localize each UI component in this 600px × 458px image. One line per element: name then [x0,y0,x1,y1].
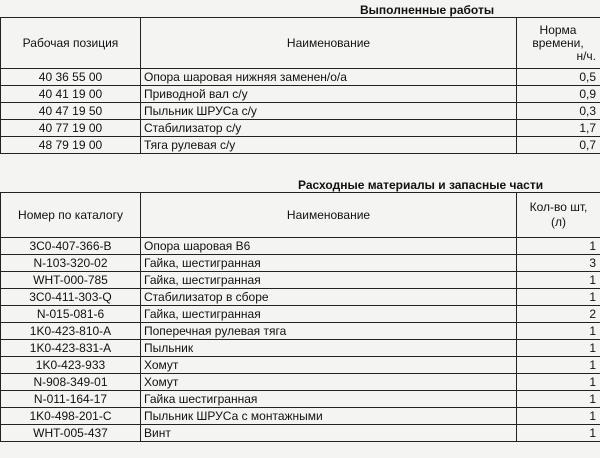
cell-name: Пыльник ШРУСа с/у [141,103,517,120]
cell-code: 3C0-411-303-Q [1,289,141,306]
cell-name: Опора шаровая В6 [141,238,517,255]
cell-name: Хомут [141,357,517,374]
cell-code: 3C0-407-366-B [1,238,141,255]
table-row [1,357,600,374]
table-row [1,340,600,357]
cell-value: 1 [517,289,600,306]
cell-name: Винт [141,425,517,442]
works-header-row [1,18,600,69]
table-row [1,425,600,442]
cell-name: Тяга рулевая с/у [141,137,517,154]
table-row [1,374,600,391]
cell-value: 0,5 [517,69,600,86]
table-row [1,272,600,289]
table-row [1,86,600,103]
header-qty-line-2: (л) [551,215,566,229]
cell-code: 1K0-423-933 [1,357,141,374]
parts-header-row [1,193,600,238]
cell-value: 1 [517,238,600,255]
cell-value: 0,7 [517,137,600,154]
table-row [1,323,600,340]
header-norm-line-1: Норма [539,22,577,37]
cell-code: 48 79 19 00 [1,137,141,154]
header-norm-line-3: н/ч. [576,48,596,63]
cell-value: 1 [517,340,600,357]
cell-value: 3 [517,255,600,272]
cell-value: 0,3 [517,103,600,120]
cell-value: 1 [517,357,600,374]
cell-code: N-908-349-01 [1,374,141,391]
parts-title: Расходные материалы и запасные части [298,178,544,192]
cell-name: Опора шаровая нижняя заменен/о/а [141,69,517,86]
cell-name: Пыльник [141,340,517,357]
table-row [1,306,600,323]
header-qty [517,193,600,238]
cell-name: Гайка, шестигранная [141,255,517,272]
table-row [1,391,600,408]
header-name: Наименование [141,193,517,238]
cell-name: Гайка шестигранная [141,391,517,408]
cell-code: 40 36 55 00 [1,69,141,86]
cell-code: 1K0-423-831-A [1,340,141,357]
table-row [1,238,600,255]
cell-code: 1K0-498-201-C [1,408,141,425]
header-catalog: Номер по каталогу [1,193,141,238]
works-title: Выполненные работы [360,3,495,17]
header-name: Наименование [141,18,517,69]
cell-name: Гайка, шестигранная [141,306,517,323]
table-row [1,255,600,272]
cell-name: Гайка, шестигранная [141,272,517,289]
cell-name: Пыльник ШРУСа с монтажными [141,408,517,425]
cell-name: Хомут [141,374,517,391]
header-qty-line-1: Кол-во шт, [529,200,588,214]
cell-name: Приводной вал с/у [141,86,517,103]
cell-code: N-103-320-02 [1,255,141,272]
cell-value: 1 [517,425,600,442]
cell-value: 1 [517,374,600,391]
header-norm-line-2: времени, [532,35,584,50]
cell-name: Поперечная рулевая тяга [141,323,517,340]
parts-table [0,192,600,442]
cell-code: 40 47 19 50 [1,103,141,120]
cell-code: WHT-000-785 [1,272,141,289]
cell-value: 0,9 [517,86,600,103]
table-row [1,103,600,120]
cell-value: 1 [517,408,600,425]
cell-code: N-011-164-17 [1,391,141,408]
cell-value: 1 [517,323,600,340]
header-norm [517,18,600,69]
cell-name: Стабилизатор с/у [141,120,517,137]
cell-code: WHT-005-437 [1,425,141,442]
header-position: Рабочая позиция [1,18,141,69]
works-table [0,17,600,154]
cell-value: 2 [517,306,600,323]
table-row [1,408,600,425]
cell-value: 1,7 [517,120,600,137]
cell-code: N-015-081-6 [1,306,141,323]
table-row [1,69,600,86]
cell-value: 1 [517,272,600,289]
table-row [1,120,600,137]
cell-code: 1K0-423-810-A [1,323,141,340]
cell-code: 40 77 19 00 [1,120,141,137]
table-row [1,137,600,154]
cell-name: Стабилизатор в сборе [141,289,517,306]
cell-value: 1 [517,391,600,408]
table-row [1,289,600,306]
cell-code: 40 41 19 00 [1,86,141,103]
